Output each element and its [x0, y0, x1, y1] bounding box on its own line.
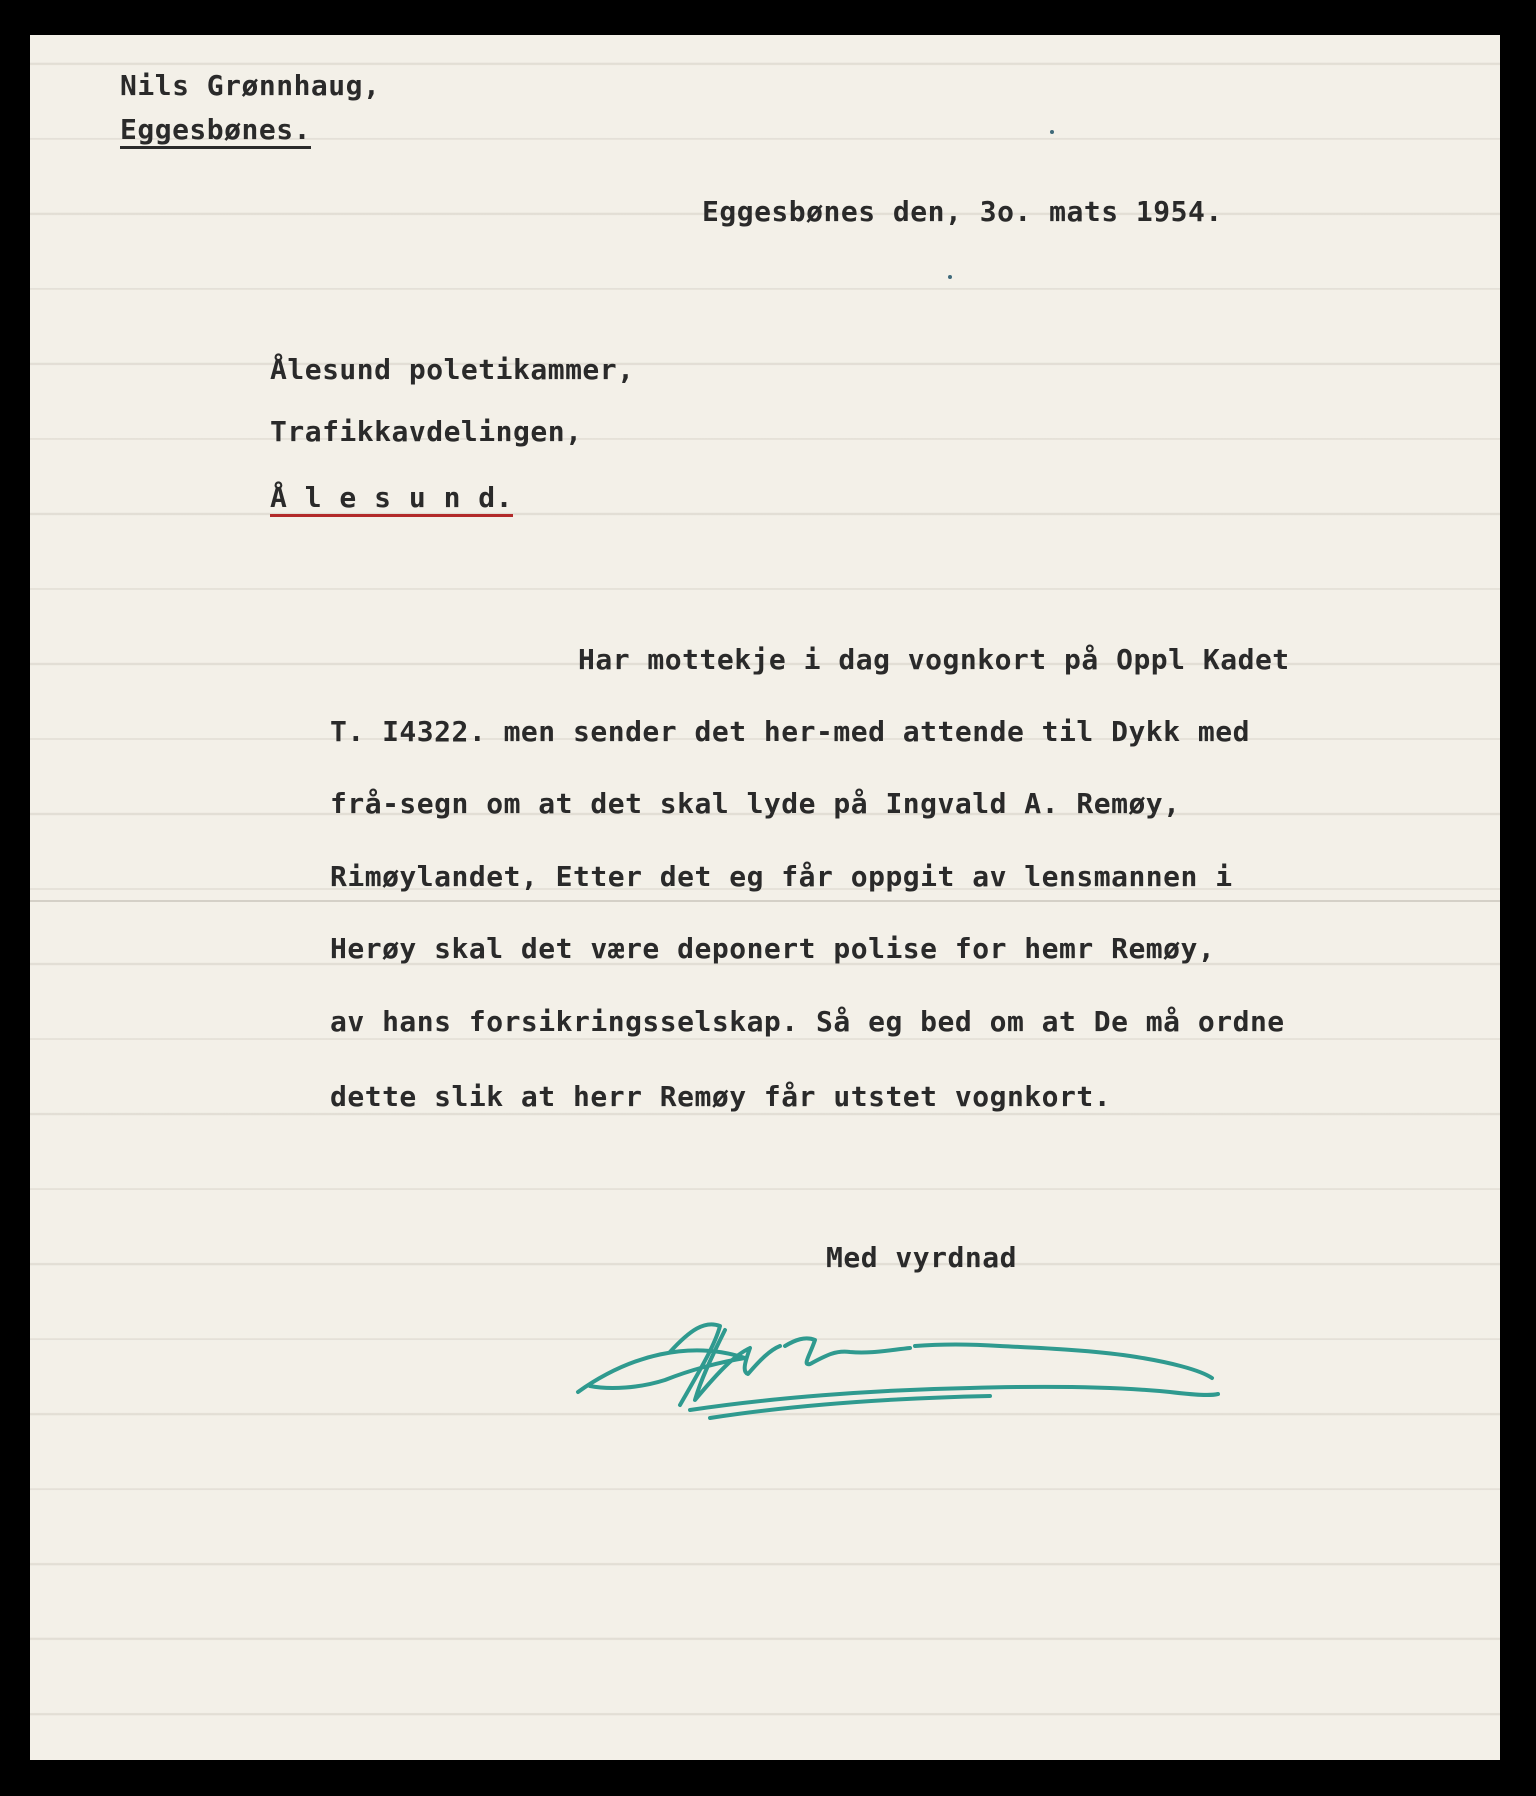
sender-place-text: Eggesbønes. — [120, 113, 311, 149]
sender-place — [120, 113, 311, 146]
body-line-1: Har mottekje i dag vognkort på Oppl Kadet — [578, 643, 1290, 676]
closing: Med vyrdnad — [826, 1241, 1017, 1274]
body-line-7: dette slik at herr Remøy får utstet vognkort. — [330, 1080, 1112, 1113]
recipient-line-1: Ålesund poletikammer, — [270, 353, 635, 386]
handwritten-signature — [570, 1300, 1230, 1440]
paper-fold-line — [30, 900, 1500, 902]
sender-name: Nils Grønnhaug, — [120, 69, 381, 102]
body-line-3: frå-segn om at det skal lyde på Ingvald A. Remøy, — [330, 787, 1181, 820]
body-line-2: T. I4322. men sender det her-med attende til Dykk med — [330, 715, 1250, 748]
date-line: Eggesbønes den, 3o. mats 1954. — [702, 195, 1223, 228]
recipient-city: Å l e s u n d. — [270, 481, 513, 517]
recipient-line-2: Trafikkavdelingen, — [270, 415, 583, 448]
ink-speck — [948, 275, 952, 279]
ink-speck — [1050, 130, 1054, 134]
body-line-6: av hans forsikringsselskap. Så eg bed om at De må ordne — [330, 1005, 1285, 1038]
body-line-5: Herøy skal det være deponert polise for hemr Remøy, — [330, 932, 1216, 965]
body-line-4: Rimøylandet, Etter det eg får oppgit av lensmannen i — [330, 860, 1233, 893]
recipient-line-3 — [270, 481, 513, 514]
letter-page — [30, 35, 1500, 1760]
